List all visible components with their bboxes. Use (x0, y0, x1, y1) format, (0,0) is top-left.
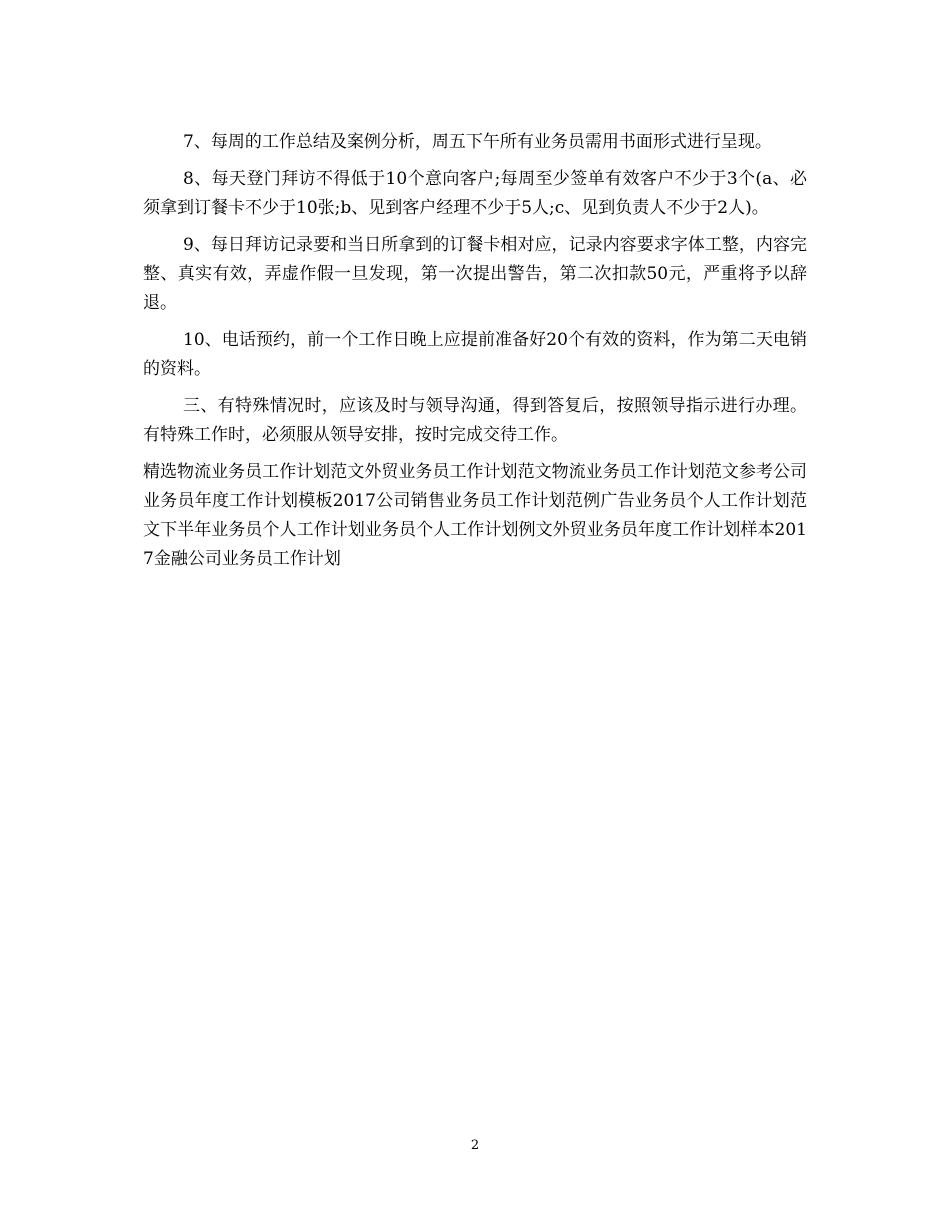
paragraph-item-8: 8、每天登门拜访不得低于10个意向客户;每周至少签单有效客户不少于3个(a、必须拿到订餐卡不少于10张;b、见到客户经理不少于5人;c、见到负责人不少于2人)。 (143, 169, 807, 218)
page-number: 2 (470, 1138, 480, 1153)
paragraph-section-3: 三、有特殊情况时，应该及时与领导沟通，得到答复后，按照领导指示进行办理。有特殊工作时，必须服从领导安排，按时完成交待工作。 (143, 396, 807, 445)
paragraph-item-9: 9、每日拜访记录要和当日所拿到的订餐卡相对应，记录内容要求字体工整，内容完整、真实有效，弄虚作假一旦发现，第一次提出警告，第二次扣款50元，严重将予以辞退。 (143, 235, 807, 313)
document-body (143, 128, 807, 582)
paragraph-item-10: 10、电话预约，前一个工作日晚上应提前准备好20个有效的资料，作为第二天电销的资料。 (143, 330, 807, 379)
paragraph-item-7: 7、每周的工作总结及案例分析，周五下午所有业务员需用书面形式进行呈现。 (183, 132, 772, 152)
related-links-text: 精选物流业务员工作计划范文外贸业务员工作计划范文物流业务员工作计划范文参考公司业务员年度工作计划模板2017公司销售业务员工作计划范例广告业务员个人工作计划范文下半年业务员个人工作计划业务员个人工作计划例文外贸业务员年度工作计划样本2017金融公司业务员工作计划 (143, 462, 807, 569)
